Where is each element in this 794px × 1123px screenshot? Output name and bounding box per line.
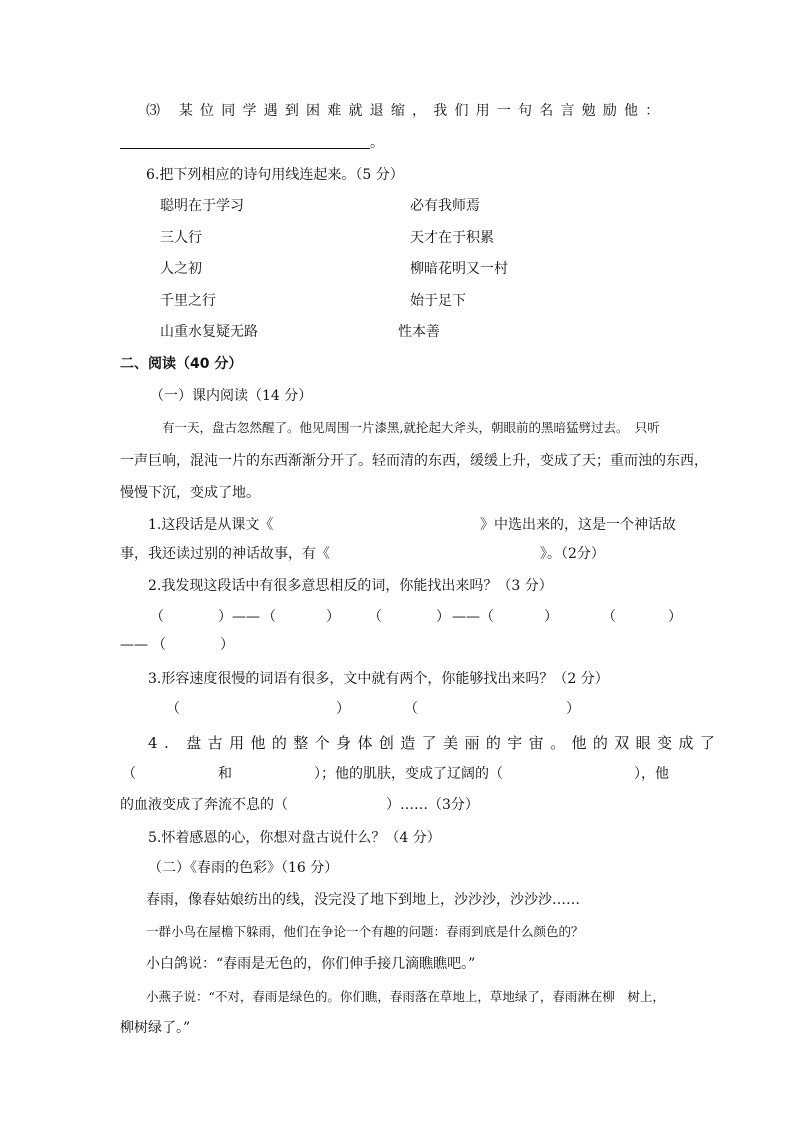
q1-part-d: 》。（2分） — [540, 546, 605, 562]
poem-left-1: 聪明在于学习 — [160, 198, 244, 214]
q2-paren-open-1: （ — [150, 609, 164, 625]
q1-part-b: 》中选出来的，这是一个神话故 — [480, 517, 676, 533]
q4-end: ），他 — [634, 766, 669, 782]
q2-dash-2: —— — [452, 609, 480, 625]
q2-text: 2.我发现这段话中有很多意思相反的词，你能找出来吗？（3 分） — [148, 578, 553, 594]
poem-right-2: 天才在于积累 — [410, 230, 494, 246]
q3-paren-close-1: ） — [336, 701, 350, 717]
q5-text: 5.怀着感恩的心，你想对盘古说什么？（4 分） — [148, 830, 441, 846]
q2-paren-open-2: （ — [262, 609, 276, 625]
q3-paren-close-2: ） — [566, 701, 580, 717]
q1-part-a: 1.这段话是从课文《 — [148, 517, 274, 533]
q2-paren-open-3: （ — [368, 609, 382, 625]
q2-paren-close-5: ） — [668, 609, 682, 625]
passage-line-1: 有一天，盘古忽然醒了。他见周围一片漆黑,就抡起大斧头，朝眼前的黑暗猛劈过去。 只听 — [162, 420, 660, 435]
poem-left-5: 山重水复疑无路 — [160, 324, 258, 340]
q2-paren-open-6: （ — [152, 637, 166, 653]
q2-paren-close-2: ） — [326, 609, 340, 625]
poem-left-4: 千里之行 — [160, 293, 216, 309]
q2-paren-open-4: （ — [480, 609, 494, 625]
q2-paren-close-6: ） — [220, 637, 234, 653]
q2-dash-3: —— — [120, 637, 148, 653]
q2-dash-1: —— — [232, 609, 260, 625]
q4-and: 和 — [218, 766, 232, 782]
q4-part-c: 的血液变成了奔流不息的（ — [120, 797, 288, 813]
part-2-title: （二）《春雨的色彩》（16 分） — [148, 860, 339, 876]
poem-right-5: 性本善 — [398, 324, 440, 340]
part-2-para-4: 小燕子说：“不对，春雨是绿色的。你们瞧，春雨落在草地上，草地绿了，春雨淋在柳 树上， — [146, 989, 665, 1004]
passage-line-3: 慢慢下沉，变成了地。 — [120, 485, 260, 501]
answer-blank-q3[interactable] — [120, 148, 370, 149]
poem-right-1: 必有我师焉 — [410, 198, 480, 214]
poem-right-4: 始于足下 — [410, 293, 466, 309]
q4-part-a: 4. 盘古用他的整个身体创造了美丽的宇宙。他的双眼变成了 — [148, 734, 722, 752]
part-2-para-5: 柳树绿了。” — [120, 1020, 191, 1036]
poem-left-2: 三人行 — [160, 230, 202, 246]
q4-middle: ）；他的肌肤，变成了辽阔的（ — [314, 766, 503, 782]
part-2-para-2: 一群小鸟在屋檐下躲雨，他们在争论一个有趣的问题：春雨到底是什么颜色的？ — [146, 924, 584, 939]
q1-part-c: 事，我还读过别的神话故事，有《 — [120, 546, 330, 562]
part-2-para-3: 小白鸽说：“春雨是无色的，你们伸手接几滴瞧瞧吧。” — [146, 956, 476, 972]
q4-part-c-end: ）……（3分） — [386, 797, 479, 813]
poem-left-3: 人之初 — [160, 261, 202, 277]
q4-paren-open: （ — [122, 766, 136, 782]
passage-line-2: 一声巨响，混沌一片的东西渐渐分开了。轻而清的东西，缓缓上升，变成了天；重而浊的东西， — [120, 453, 708, 469]
section-2-heading: 二、阅读（40 分） — [120, 356, 243, 372]
poem-right-3: 柳暗花明又一村 — [410, 261, 508, 277]
q2-paren-close-4: ） — [544, 609, 558, 625]
question-3-text: ⑶ 某位同学遇到困难就退缩，我们用一句名言勉励他： — [146, 103, 667, 119]
part-2-para-1: 春雨，像春姑娘纺出的线，没完没了地下到地上，沙沙沙，沙沙沙…… — [146, 892, 580, 908]
q3-reading-text: 3.形容速度很慢的词语有很多，文中就有两个，你能够找出来吗？（2 分） — [148, 671, 609, 687]
q2-paren-open-5: （ — [602, 609, 616, 625]
q3-paren-open-1: （ — [166, 701, 180, 717]
q2-paren-close-3: ） — [436, 609, 450, 625]
question-6-title: 6.把下列相应的诗句用线连起来。（5 分） — [146, 167, 404, 183]
part-1-title: （一）课内阅读（14 分） — [150, 388, 313, 404]
q2-paren-close-1: ） — [218, 609, 232, 625]
q3-paren-open-2: （ — [404, 701, 418, 717]
q3-period: 。 — [370, 135, 384, 151]
